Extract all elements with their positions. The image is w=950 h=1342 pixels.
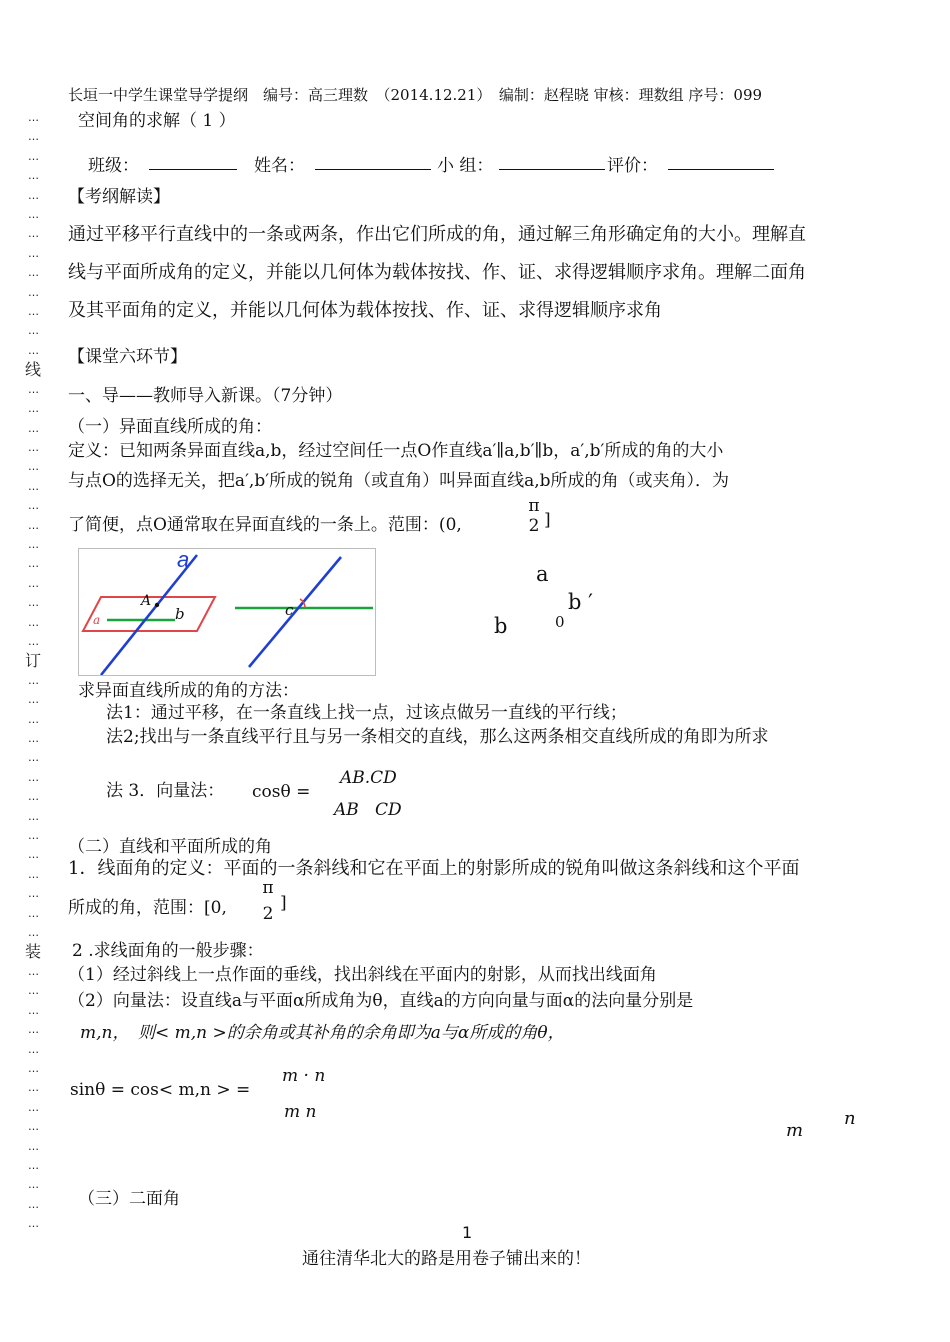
sub2-title: （二）直线和平面所成的角: [68, 837, 272, 857]
method-1: 法1：通过平移，在一条直线上找一点，过该点做另一直线的平行线；: [106, 703, 627, 723]
range2-fraction: [258, 878, 278, 924]
outline-line-2: 线与平面所成角的定义，并能以几何体为载体按找、作、证、求得逻辑顺序求角。理解二面角: [68, 262, 806, 283]
outline-title: 【考纲解读】: [68, 187, 170, 207]
methods-title: 求异面直线所成的角的方法：: [78, 681, 299, 701]
name-label: 姓名：: [254, 156, 305, 176]
range1-close: ]: [544, 510, 551, 530]
steps-title: 2 .求线面角的一般步骤：: [72, 941, 264, 961]
step-b-continued: m,n， 则< m,n >的余角或其补角的余角即为a与α所成的角θ，: [80, 1023, 565, 1043]
cos-formula-lhs: cosθ =: [252, 782, 311, 802]
binding-mark-xian: 线: [24, 360, 41, 380]
point-A: [155, 603, 159, 607]
group-field[interactable]: [499, 169, 605, 170]
sin-formula-numerator: m · n: [282, 1066, 326, 1086]
cos-formula-denominator: AB CD: [334, 800, 402, 820]
outline-line-1: 通过平移平行直线中的一条或两条，作出它们所成的角，通过解三角形确定角的大小。理解直: [68, 224, 806, 245]
range2-close: ]: [280, 893, 287, 913]
sub1-title: （一）异面直线所成的角：: [68, 417, 272, 437]
six-steps-title: 【课堂六环节】: [68, 347, 187, 367]
sin-formula-denominator: m n: [284, 1102, 317, 1122]
definition-line-1: 定义：已知两条异面直线a,b，经过空间任一点O作直线a′∥a,b′∥b，a′,b′所成的角的大小: [68, 441, 724, 461]
range2-denominator: 2: [262, 904, 274, 924]
definition-line-3: 了简便，点O通常取在异面直线的一条上。范围：(0,: [68, 515, 462, 535]
binding-mark-ding: 订: [24, 651, 41, 671]
cos-formula-numerator: AB.CD: [340, 768, 397, 788]
range1-denominator: 2: [528, 516, 540, 536]
eval-label: 评价：: [607, 156, 658, 176]
side-label-b-prime: b ′: [568, 590, 593, 614]
figure-label-b: b: [175, 605, 185, 623]
definition-line-2: 与点O的选择无关，把a′,b′所成的锐角（或直角）叫异面直线a,b所成的角（或夹角）．为: [68, 471, 729, 491]
range1-numerator: π: [528, 496, 540, 516]
method-2: 法2;找出与一条直线平行且与另一条相交的直线，那么这两条相交直线所成的角即为所求: [106, 727, 769, 747]
step1-heading: 一、导——教师导入新课。（7分钟）: [68, 386, 343, 406]
name-field[interactable]: [315, 169, 431, 170]
side-label-b: b: [494, 614, 508, 638]
step-b: （2）向量法：设直线a与平面α所成角为θ，直线a的方向向量与面α的法向量分别是: [68, 991, 694, 1011]
sub3-title: （三）二面角: [78, 1189, 180, 1209]
stray-n: n: [844, 1108, 856, 1129]
stray-m: m: [786, 1120, 804, 1141]
eval-field[interactable]: [668, 169, 774, 170]
figure-label-a: a: [177, 547, 190, 572]
line-plane-definition-2: 所成的角，范围：[0,: [68, 898, 227, 918]
side-label-zero: 0: [555, 613, 565, 631]
skew-lines-diagram: [79, 549, 375, 675]
sin-formula-lhs: sinθ = cos< m,n > =: [70, 1080, 251, 1100]
outline-line-3: 及其平面角的定义，并能以几何体为载体按找、作、证、求得逻辑顺序求角: [68, 300, 662, 321]
method-3: 法 3．向量法：: [106, 781, 225, 801]
figure-label-A: A: [141, 593, 152, 609]
figure-label-alpha: a: [93, 613, 101, 627]
line-plane-definition-1: 1．线面角的定义：平面的一条斜线和它在平面上的射影所成的锐角叫做这条斜线和这个平面: [68, 858, 800, 879]
binding-mark-zhuang: 装: [24, 942, 41, 962]
page-title: 空间角的求解（ 1 ）: [78, 111, 236, 131]
skew-lines-figure: [78, 548, 376, 676]
side-label-a: a: [536, 562, 549, 586]
binding-margin: … … … … … … … … … … … … … 线 … … … … … … … … … … … … … … 订 … … … … … … … … … … … … … … 装 … … … … … … … … … … … … … …: [22, 108, 44, 1234]
step-a: （1）经过斜线上一点作面的垂线，找出斜线在平面内的射影，从而找出线面角: [68, 965, 657, 985]
footer-slogan: 通往清华北大的路是用卷子铺出来的！: [302, 1249, 591, 1269]
group-label: 小 组：: [437, 156, 494, 176]
line-a-prime: [249, 557, 341, 667]
page-header: 长垣一中学生课堂导学提纲 编号：高三理数 （2014.12.21） 编制：赵程晓 审核：理数组 序号：099: [68, 86, 763, 104]
range1-fraction: [524, 496, 544, 536]
figure-label-c: c: [285, 601, 294, 619]
class-label: 班级：: [88, 156, 139, 176]
page-number: 1: [462, 1223, 473, 1242]
class-field[interactable]: [149, 169, 237, 170]
range2-numerator: π: [262, 878, 274, 898]
